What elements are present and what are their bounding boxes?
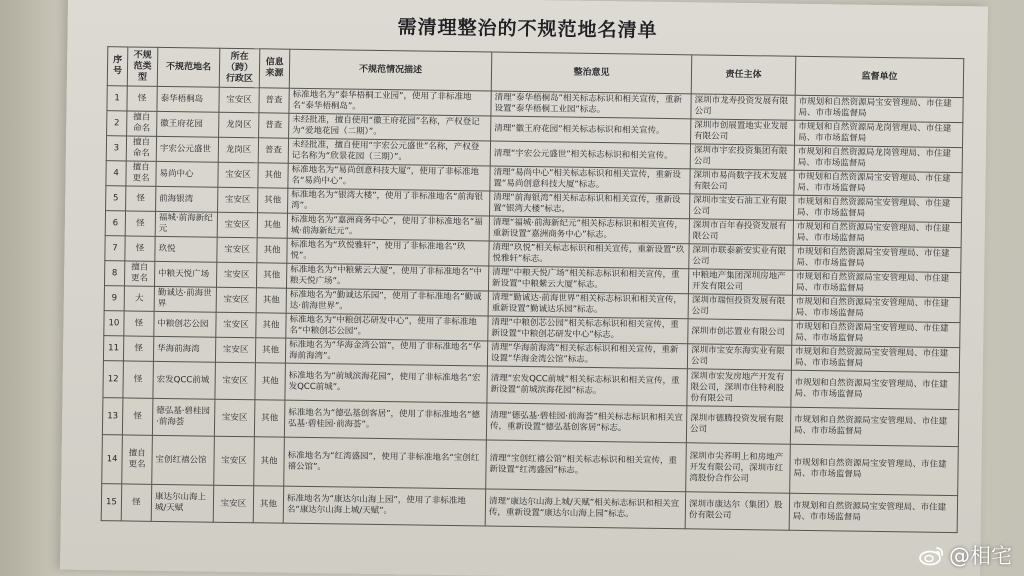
cell-name: 勤诚达·前海世界 [154, 286, 216, 312]
cell-description: 标准地名为“中粮紫云大厦”，使用了非标准地名“中粮天悦广场”。 [286, 263, 488, 291]
cell-type: 怪 [121, 484, 152, 521]
cell-name: 易尚中心 [156, 161, 218, 187]
cell-advice: 清理“宝创红禧公馆”相关标志标识和相关宣传，重新设置“红湾盛园”标志。 [486, 440, 687, 492]
cell-type: 怪 [127, 86, 157, 111]
cell-source: 其他 [258, 188, 288, 213]
header-number: 序号 [107, 47, 128, 86]
cell-number: 6 [105, 211, 125, 236]
cell-advice: 清理“德弘基·碧桂园·前海荟”相关标志标识和相关宣传，重新设置“德弘基创客居”标志。 [486, 403, 686, 443]
cell-district: 宝安区 [215, 337, 255, 363]
cell-source: 普查 [258, 138, 288, 163]
cell-number: 8 [104, 261, 124, 286]
cell-type: 大 [124, 286, 154, 311]
cell-supervisor: 市规划和自然资源局宝安管理局、市住建局、市市场监督局 [793, 245, 961, 272]
cell-description: 标准地名为“中粮创芯研发中心”，使用了非标准地名“中粮创芯公园”。 [286, 313, 488, 341]
cell-supervisor: 市规划和自然资源局宝安管理局、市住建局、市市场监督局 [789, 493, 958, 532]
cell-district: 宝安区 [217, 237, 257, 263]
cell-type: 擅自命名 [127, 111, 157, 136]
weibo-watermark [919, 540, 1012, 570]
cell-source: 其他 [255, 363, 286, 400]
cell-type: 怪 [126, 186, 156, 211]
document-page [60, 0, 988, 576]
cell-description: 标准地名为“易尚创意科技大厦”，使用了非标准地名“易尚中心”。 [288, 163, 490, 191]
cell-source: 其他 [257, 238, 287, 263]
cell-description: 标准地名为“华海金湾公馆”，使用了非标准地名“华海前海湾”。 [285, 338, 487, 366]
cell-description: 标准地名为“前城滨海花园”，使用了非标准地名“宏发QCC前城”。 [285, 363, 487, 403]
cell-source: 其他 [256, 263, 286, 288]
cell-number: 14 [102, 435, 123, 484]
cell-advice: 清理“前海银湾”相关标志标识和相关宣传，重新设置“银湾大楼”标志。 [490, 191, 690, 219]
cell-advice: 清理“徽王府花园”相关标志标识和相关宣传。 [491, 116, 691, 144]
cell-supervisor: 市规划和自然资源局宝安管理局、市住建局、市市场监督局 [795, 95, 963, 122]
cell-name: 徽王府花园 [157, 111, 219, 137]
cell-description: 标准地名为“红湾盛园”，使用了非标准地名“宝创红禧公馆”。 [284, 437, 487, 489]
cell-number: 2 [107, 111, 127, 136]
cell-type: 怪 [125, 236, 155, 261]
cell-owner: 深圳市康达尔（集团）股份有限公司 [685, 492, 790, 530]
cell-name: 泰华梧桐岛 [157, 86, 219, 112]
cell-advice: 清理“华海前海湾”相关标志标识和相关宣传，重新设置“华海金湾公馆”标志。 [487, 341, 687, 369]
cell-description: 标准地名为“德弘基创客居”，使用了非标准地名“德弘基·碧桂园·前海荟”。 [284, 400, 486, 440]
cell-name: 中粮天悦广场 [154, 261, 216, 287]
cell-supervisor: 市规划和自然资源局宝安管理局、市住建局、市市场监督局 [793, 195, 961, 222]
cell-district: 宝安区 [213, 485, 254, 523]
place-name-table [101, 46, 965, 533]
cell-source: 其他 [256, 288, 286, 313]
cell-supervisor: 市规划和自然资源局龙岗管理局、市住建局、市市场监督局 [794, 145, 962, 172]
cell-number: 4 [106, 161, 126, 186]
header-description: 不规范情况描述 [289, 49, 492, 91]
weibo-icon [919, 544, 945, 566]
cell-advice: 清理“易尚中心”相关标志标识和相关宣传，重新设置“易尚创意科技大厦”标志。 [490, 166, 690, 194]
cell-type: 擅自更名 [124, 261, 154, 286]
cell-advice: 清理“福城·前海新纪元”相关标志标识和相关宣传，重新设置“嘉洲商务中心”标志。 [489, 216, 689, 244]
cell-supervisor: 市规划和自然资源局宝安管理局、市住建局、市市场监督局 [794, 170, 962, 197]
cell-advice: 清理“中粮天悦广场”相关标志标识和相关宣传，重新设置“中粮紫云大厦”标志。 [488, 266, 688, 294]
cell-owner: 深圳市德腾投资发展有限公司 [686, 406, 791, 444]
header-name: 不规范地名 [157, 47, 220, 87]
cell-supervisor: 市规划和自然资源局宝安管理局、市住建局、市市场监督局 [793, 220, 961, 247]
cell-owner: 中粮地产集团深圳房地产开发有限公司 [688, 269, 792, 295]
cell-number: 7 [105, 236, 125, 261]
cell-source: 其他 [254, 400, 285, 437]
header-advice: 整治意见 [491, 52, 692, 94]
cell-name: 宏发QCC前城 [153, 361, 216, 399]
cell-source: 其他 [254, 437, 285, 486]
cell-district: 宝安区 [217, 212, 257, 238]
cell-district: 宝安区 [218, 162, 258, 188]
cell-supervisor: 市规划和自然资源局宝安管理局、市住建局、市市场监督局 [791, 345, 959, 372]
cell-supervisor: 市规划和自然资源局宝安管理局、市住建局、市市场监督局 [790, 444, 959, 495]
cell-district: 宝安区 [215, 362, 256, 400]
cell-type: 擅自命名 [126, 136, 156, 161]
cell-source: 普查 [259, 88, 289, 113]
cell-name: 宝创红禧公馆 [152, 435, 215, 485]
cell-supervisor: 市规划和自然资源局宝安管理局、市住建局、市市场监督局 [792, 295, 960, 322]
cell-name: 玖悦 [155, 236, 217, 262]
cell-district: 宝安区 [216, 262, 256, 288]
cell-advice: 清理“宇宏公元盛世”相关标志标识和相关宣传。 [490, 141, 690, 169]
cell-district: 宝安区 [216, 287, 256, 313]
cell-name: 福城·前海新纪元 [155, 211, 217, 237]
cell-description: 标准地名为“银湾大楼”，使用了非标准地名“前海银湾”。 [288, 188, 490, 216]
header-type: 不规范类型 [127, 47, 158, 86]
cell-number: 5 [106, 186, 126, 211]
cell-type: 怪 [125, 211, 155, 236]
cell-description: 标准地名为“勤诚达乐园”，使用了非标准地名“勤诚达·前海世界”。 [286, 288, 488, 316]
cell-owner: 深圳市宏发房地产开发有限公司，深圳市住特利股份有限公司 [687, 369, 792, 407]
cell-owner: 深圳市联泰新安实业有限公司 [689, 244, 793, 270]
cell-owner: 深圳市易尚数字技术发展有限公司 [690, 169, 794, 195]
cell-type: 怪 [123, 336, 153, 361]
cell-district: 龙岗区 [219, 112, 259, 138]
cell-number: 15 [101, 484, 122, 521]
cell-advice: 清理“康达尔山海上城/天赋”相关标志标识和相关宣传，重新设置“康达尔山海上园”标志。 [485, 489, 685, 529]
cell-name: 宇宏公元盛世 [156, 136, 218, 162]
document-title: 需清理整治的不规范地名清单 [397, 16, 658, 42]
cell-advice: 清理“泰华梧桐岛”相关标志标识和相关宣传，重新设置“泰华梧桐工业园”标志。 [491, 91, 691, 119]
cell-district: 龙岗区 [218, 137, 258, 163]
cell-owner: 深圳市龙寿投资发展有限公司 [691, 94, 795, 120]
header-supervisor: 监督单位 [795, 56, 964, 97]
cell-description: 未经批准，擅自使用“宇宏公元盛世”名称，产权登记名称为“欣景花园（三期）”。 [288, 138, 490, 166]
cell-district: 宝安区 [216, 312, 256, 338]
cell-supervisor: 市规划和自然资源局龙岗管理局、市住建局、市市场监督局 [795, 120, 963, 147]
cell-name: 德弘基·碧桂园·前海荟 [152, 398, 215, 436]
cell-owner: 深圳市百年春投资发展有限公司 [689, 219, 793, 245]
cell-number: 11 [103, 336, 123, 361]
cell-source: 其他 [255, 338, 285, 363]
cell-type: 怪 [122, 398, 153, 435]
cell-advice: 清理“勤诚达·前海世界”相关标志标识和相关宣传，重新设置“勤诚达乐园”标志。 [488, 291, 688, 319]
cell-owner: 深圳市宝安石油工业有限公司 [689, 194, 793, 220]
cell-source: 其他 [256, 313, 286, 338]
cell-supervisor: 市规划和自然资源局宝安管理局、市住建局、市市场监督局 [790, 407, 959, 446]
cell-type: 擅自更名 [126, 161, 156, 186]
cell-source: 其他 [253, 486, 284, 523]
header-owner: 责任主体 [691, 55, 796, 95]
cell-name: 中粮创芯公园 [154, 311, 216, 337]
cell-name: 华海前海湾 [153, 336, 215, 362]
cell-advice: 清理“宏发QCC前城”相关标志标识和相关宣传，重新设置“前城滨海花园”标志。 [487, 366, 687, 406]
cell-owner: 深圳市瑞恒投资发展有限公司 [688, 294, 792, 320]
cell-type: 擅自更名 [122, 435, 153, 484]
cell-source: 普查 [259, 113, 289, 138]
cell-district: 宝安区 [219, 87, 259, 113]
cell-district: 宝安区 [214, 436, 255, 486]
cell-advice: 清理“中粮创芯公园”相关标志标识和相关宣传，重新设置“中粮创芯研发中心”标志。 [488, 316, 688, 344]
cell-type: 怪 [123, 361, 154, 398]
watermark-text: @相宅 [949, 544, 1012, 568]
cell-number: 9 [104, 286, 124, 311]
cell-description: 未经批准，擅自使用“徽王府花园”名称，产权登记为“爱地花园（二期）”。 [289, 113, 491, 141]
cell-supervisor: 市规划和自然资源局宝安管理局、市住建局、市市场监督局 [791, 370, 960, 409]
cell-supervisor: 市规划和自然资源局宝安管理局、市住建局、市市场监督局 [792, 270, 960, 297]
cell-description: 标准地名为“嘉洲商务中心”，使用了非标准地名“福城·前海新纪元”。 [287, 213, 489, 241]
cell-number: 13 [102, 398, 123, 435]
cell-number: 1 [107, 86, 127, 111]
cell-description: 标准地名为“康达尔山海上园”，使用了非标准地名“康达尔山海上城/天赋”。 [283, 486, 485, 526]
header-district: 所在（跨）行政区 [219, 48, 260, 88]
cell-district: 宝安区 [218, 187, 258, 213]
cell-description: 标准地名为“玖悦雅轩”，使用了非标准地名“玖悦”。 [287, 238, 489, 266]
cell-owner: 深圳市尖荞明上和房地产开发有限公司，深圳市红湾股份合作公司 [686, 443, 791, 493]
cell-source: 其他 [257, 213, 287, 238]
cell-owner: 深圳市创展置地实业发展有限公司 [691, 119, 795, 145]
cell-owner: 深圳市宝安东海实业有限公司 [687, 344, 791, 370]
cell-supervisor: 市规划和自然资源局宝安管理局、市住建局、市市场监督局 [792, 320, 960, 347]
cell-source: 其他 [258, 163, 288, 188]
cell-district: 宝安区 [214, 399, 255, 437]
cell-type: 怪 [124, 311, 154, 336]
cell-number: 10 [104, 311, 124, 336]
cell-name: 康达尔山海上城/天赋 [151, 484, 214, 522]
cell-number: 12 [103, 361, 124, 398]
cell-name: 前海银湾 [156, 186, 218, 212]
cell-advice: 清理“玖悦”相关标志标识和相关宣传，重新设置“玖悦雅轩”标志。 [489, 241, 689, 269]
cell-owner: 深圳市创芯置业有限公司 [688, 319, 792, 345]
cell-owner: 深圳市宇宏投资集团有限公司 [690, 144, 794, 170]
cell-description: 标准地名为“泰华梧桐工业园”，使用了非标准地名“泰华梧桐岛”。 [289, 88, 491, 116]
header-source: 信息来源 [259, 49, 290, 88]
cell-number: 3 [106, 136, 126, 161]
